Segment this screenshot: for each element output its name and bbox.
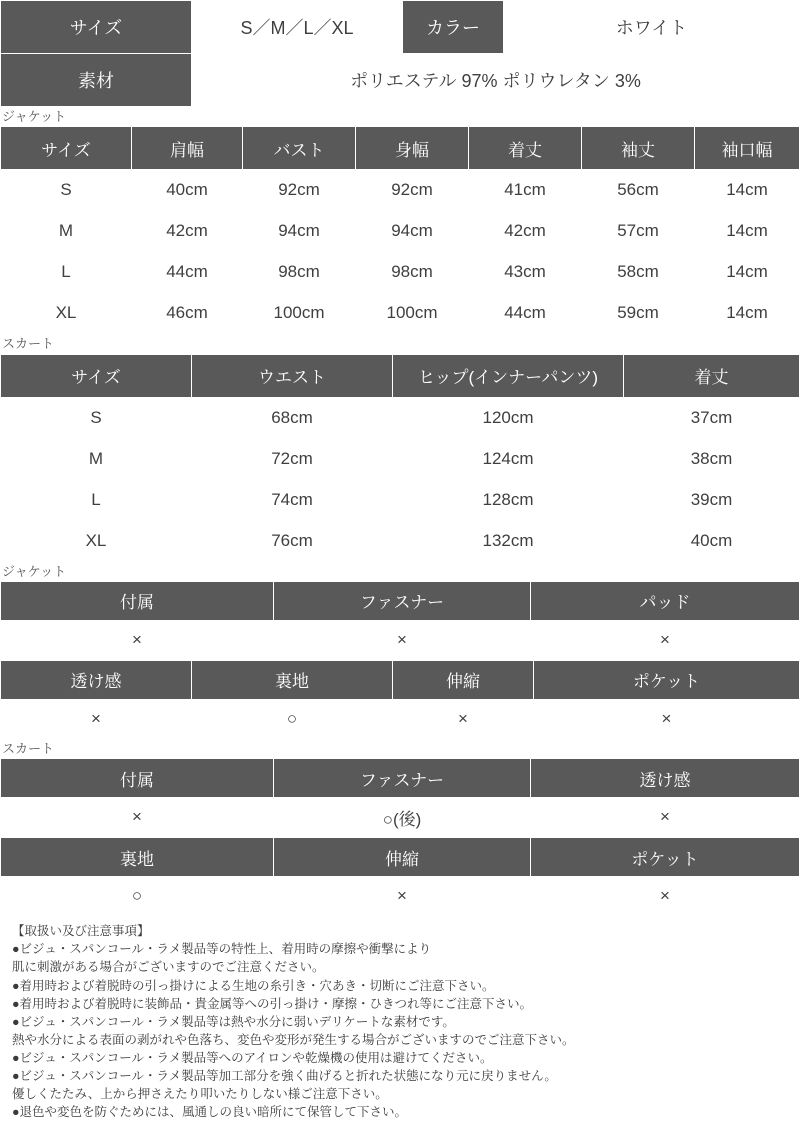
column-header: 着丈 bbox=[469, 127, 582, 170]
note-line: ●ビジュ・スパンコール・ラメ製品等の特性上、着用時の摩擦や衝撃により bbox=[12, 942, 432, 957]
note-line: ●ビジュ・スパンコール・ラメ製品等へのアイロンや乾燥機の使用は避けてください。 bbox=[12, 1051, 493, 1066]
cell: × bbox=[534, 699, 800, 738]
cell: 72cm bbox=[192, 438, 393, 479]
table-row bbox=[1, 877, 800, 916]
table-row bbox=[1, 252, 800, 293]
note-line: 肌に刺激がある場合がございますのでご注意ください。 bbox=[12, 960, 325, 975]
cell: 94cm bbox=[356, 211, 469, 252]
column-header: サイズ bbox=[1, 354, 192, 397]
cell: 43cm bbox=[469, 252, 582, 293]
cell: 98cm bbox=[243, 252, 356, 293]
table-row bbox=[1, 211, 800, 252]
column-header: サイズ bbox=[1, 127, 132, 170]
cell: 14cm bbox=[695, 170, 800, 211]
cell: × bbox=[1, 620, 274, 659]
column-header: 肩幅 bbox=[132, 127, 243, 170]
cell: 94cm bbox=[243, 211, 356, 252]
cell: 124cm bbox=[393, 438, 624, 479]
cell: 14cm bbox=[695, 211, 800, 252]
cell: × bbox=[531, 798, 800, 837]
jacket-size-label: ジャケット bbox=[2, 109, 67, 124]
column-header: 透け感 bbox=[531, 759, 800, 798]
note-line: ●着用時および着脱時の引っ掛けによる生地の糸引き・穴あき・切断にご注意下さい。 bbox=[12, 978, 495, 993]
cell: 44cm bbox=[469, 293, 582, 334]
column-header: ファスナー bbox=[274, 581, 531, 620]
table-row bbox=[1, 479, 800, 520]
skirt-size-label: スカート bbox=[2, 336, 55, 352]
column-header: バスト bbox=[243, 127, 356, 170]
cell: 39cm bbox=[624, 479, 800, 520]
note-line: 熱や水分による表面の剥がれや色落ち、変色や変形が発生する場合がございますのでご注意下さい。 bbox=[12, 1032, 575, 1047]
table-row bbox=[1, 620, 800, 659]
table-header-row bbox=[1, 759, 800, 798]
column-header: ポケット bbox=[534, 660, 800, 699]
cell: 120cm bbox=[393, 397, 624, 438]
table-row bbox=[1, 699, 800, 738]
spec-color-header: カラー bbox=[403, 1, 504, 54]
column-header: 付属 bbox=[1, 581, 274, 620]
column-header: 裏地 bbox=[1, 838, 274, 877]
cell: 132cm bbox=[393, 520, 624, 561]
cell: 128cm bbox=[393, 479, 624, 520]
cell: 76cm bbox=[192, 520, 393, 561]
table-row bbox=[1, 170, 800, 211]
note-line: 優しくたたみ、上から押さえたり叩いたりしない様ご注意下さい。 bbox=[12, 1087, 388, 1102]
note-line: ●着用時および着脱時に装飾品・貴金属等への引っ掛け・摩擦・ひきつれ等にご注意下さい。 bbox=[12, 996, 533, 1011]
cell: 14cm bbox=[695, 293, 800, 334]
cell: 68cm bbox=[192, 397, 393, 438]
cell: L bbox=[1, 479, 192, 520]
jacket-size-table bbox=[0, 126, 800, 334]
cell: 40cm bbox=[624, 520, 800, 561]
cell: 56cm bbox=[582, 170, 695, 211]
cell: 58cm bbox=[582, 252, 695, 293]
table-row bbox=[1, 293, 800, 334]
cell: XL bbox=[1, 293, 132, 334]
cell: L bbox=[1, 252, 132, 293]
column-header: 透け感 bbox=[1, 660, 192, 699]
cell: 92cm bbox=[356, 170, 469, 211]
table-row bbox=[1, 438, 800, 479]
spec-size-value: S／M／L／XL bbox=[192, 1, 403, 54]
cell: S bbox=[1, 170, 132, 211]
column-header: ヒップ(インナーパンツ) bbox=[393, 354, 624, 397]
table-row bbox=[1, 1, 800, 54]
cell: 98cm bbox=[356, 252, 469, 293]
spec-color-value: ホワイト bbox=[504, 1, 800, 54]
cell: × bbox=[274, 620, 531, 659]
table-row bbox=[1, 397, 800, 438]
spec-material-header: 素材 bbox=[1, 54, 192, 107]
cell: S bbox=[1, 397, 192, 438]
cell: ○ bbox=[192, 699, 393, 738]
cell: ○(後) bbox=[274, 798, 531, 837]
cell: 57cm bbox=[582, 211, 695, 252]
column-header: ウエスト bbox=[192, 354, 393, 397]
cell: × bbox=[274, 877, 531, 916]
column-header: 着丈 bbox=[624, 354, 800, 397]
cell: 100cm bbox=[243, 293, 356, 334]
skirt-attrs-table-b bbox=[0, 837, 800, 916]
jacket-attrs-table-b bbox=[0, 660, 800, 739]
spec-size-header: サイズ bbox=[1, 1, 192, 54]
cell: × bbox=[531, 877, 800, 916]
cell: × bbox=[393, 699, 534, 738]
column-header: 身幅 bbox=[356, 127, 469, 170]
jacket-attrs-label: ジャケット bbox=[2, 563, 67, 579]
column-header: ポケット bbox=[531, 838, 800, 877]
cell: 59cm bbox=[582, 293, 695, 334]
skirt-attrs-table-a bbox=[0, 758, 800, 837]
column-header: 袖口幅 bbox=[695, 127, 800, 170]
skirt-size-table bbox=[0, 354, 800, 562]
column-header: ファスナー bbox=[274, 759, 531, 798]
cell: 38cm bbox=[624, 438, 800, 479]
note-line: ●ビジュ・スパンコール・ラメ製品等加工部分を強く曲げると折れた状態になり元に戻りません。 bbox=[12, 1069, 557, 1084]
cell: × bbox=[1, 699, 192, 738]
note-line: ●ビジュ・スパンコール・ラメ製品等は熱や水分に弱いデリケートな素材です。 bbox=[12, 1014, 455, 1029]
column-header: 伸縮 bbox=[393, 660, 534, 699]
note-line: ●退色や変色を防ぐためには、風通しの良い暗所にて保管して下さい。 bbox=[12, 1105, 408, 1120]
table-header-row bbox=[1, 354, 800, 397]
cell: 100cm bbox=[356, 293, 469, 334]
spec-table bbox=[0, 0, 800, 107]
column-header: 袖丈 bbox=[582, 127, 695, 170]
cell: 46cm bbox=[132, 293, 243, 334]
table-header-row bbox=[1, 838, 800, 877]
column-header: 裏地 bbox=[192, 660, 393, 699]
cell: × bbox=[1, 798, 274, 837]
table-header-row bbox=[1, 660, 800, 699]
table-row bbox=[1, 54, 800, 107]
cell: 37cm bbox=[624, 397, 800, 438]
cell: 40cm bbox=[132, 170, 243, 211]
column-header: 付属 bbox=[1, 759, 274, 798]
cell: 44cm bbox=[132, 252, 243, 293]
column-header: パッド bbox=[531, 581, 800, 620]
cell: 41cm bbox=[469, 170, 582, 211]
cell: 92cm bbox=[243, 170, 356, 211]
cell: 14cm bbox=[695, 252, 800, 293]
table-row bbox=[1, 798, 800, 837]
notes-section bbox=[0, 916, 800, 1121]
table-header-row bbox=[1, 581, 800, 620]
cell: XL bbox=[1, 520, 192, 561]
spec-material-value: ポリエステル 97% ポリウレタン 3% bbox=[192, 54, 800, 107]
jacket-attrs-table-a bbox=[0, 581, 800, 660]
cell: 42cm bbox=[132, 211, 243, 252]
cell: 42cm bbox=[469, 211, 582, 252]
cell: × bbox=[531, 620, 800, 659]
cell: M bbox=[1, 211, 132, 252]
table-row bbox=[1, 520, 800, 561]
column-header: 伸縮 bbox=[274, 838, 531, 877]
cell: ○ bbox=[1, 877, 274, 916]
cell: M bbox=[1, 438, 192, 479]
table-header-row bbox=[1, 127, 800, 170]
cell: 74cm bbox=[192, 479, 393, 520]
notes-title: 【取扱い及び注意事項】 bbox=[12, 924, 150, 939]
skirt-attrs-label: スカート bbox=[2, 740, 55, 756]
